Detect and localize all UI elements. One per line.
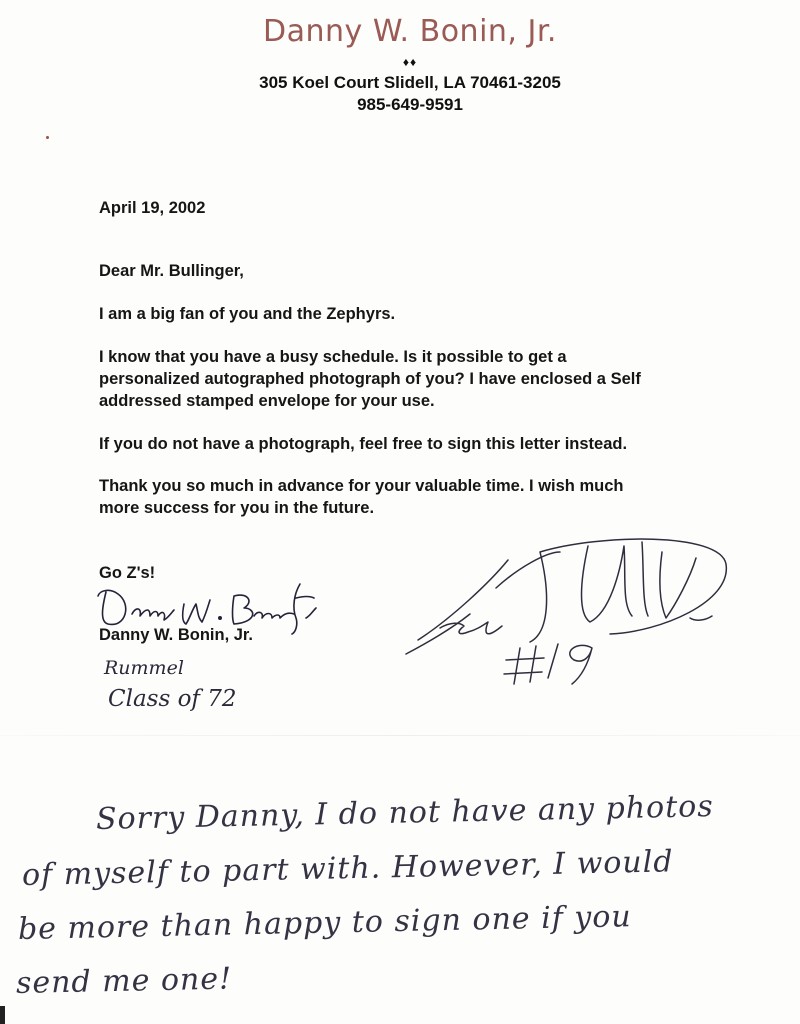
letterhead-phone: 985-649-9591 <box>357 95 463 114</box>
paragraph-line: personalized autographed photograph of you? I have enclosed a Self <box>99 370 641 388</box>
paragraph-line: I am a big fan of you and the Zephyrs. <box>99 305 396 323</box>
diamond-ornament-icon: ♦♦ <box>402 55 418 69</box>
paper-fold-line <box>0 735 800 736</box>
paragraph-line: more success for you in the future. <box>99 499 375 517</box>
paragraph-line: I know that you have a busy schedule. Is it possible to get a <box>99 348 567 366</box>
paragraph-line: addressed stamped envelope for your use. <box>99 392 435 410</box>
autograph-signature-icon <box>400 522 730 692</box>
letterhead-address: 305 Koel Court Slidell, LA 70461-3205 <box>259 73 561 92</box>
handwritten-note: Rummel <box>104 657 184 679</box>
reply-line: send me one! <box>15 961 233 1001</box>
letter-salutation: Dear Mr. Bullinger, <box>99 262 244 280</box>
reply-line: of myself to part with. However, I would <box>21 844 674 893</box>
letter-closing: Go Z's! <box>99 564 156 582</box>
scan-edge-mark <box>0 1006 5 1024</box>
ink-speck <box>46 136 49 139</box>
letterhead-name: Danny W. Bonin, Jr. <box>263 14 557 49</box>
letter-date: April 19, 2002 <box>99 199 206 217</box>
paragraph-line: Thank you so much in advance for your valuable time. I wish much <box>99 477 624 495</box>
handwritten-note: Class of 72 <box>108 686 237 712</box>
reply-line: be more than happy to sign one if you <box>17 899 633 947</box>
reply-line: Sorry Danny, I do not have any photos <box>95 789 715 837</box>
signature-name: Danny W. Bonin, Jr. <box>99 626 254 644</box>
paragraph-line: If you do not have a photograph, feel free to sign this letter instead. <box>99 435 628 453</box>
